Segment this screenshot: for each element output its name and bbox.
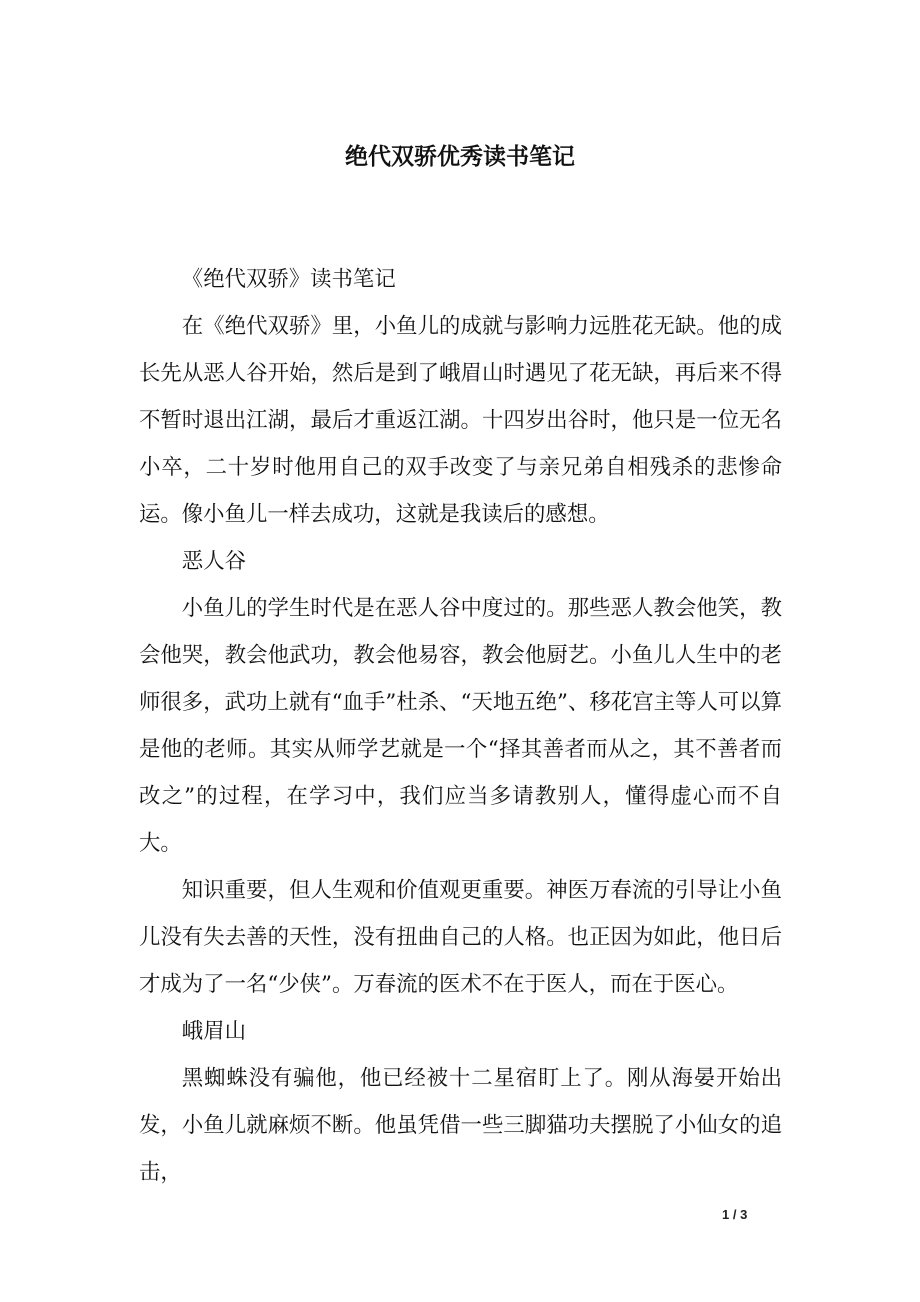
document-title: 绝代双骄优秀读书笔记 [345, 143, 575, 170]
section-heading-emei-mountain: 峨眉山 [181, 1019, 246, 1044]
paragraph-intro: 在《绝代双骄》里，小鱼儿的成就与影响力远胜花无缺。他的成长先从恶人谷开始，然后是到了峨眉山时遇见了花无缺，再后来不得不暂时退出江湖，最后才重返江湖。十四岁出谷时，他只是一位无名小卒，二十岁时他用自己的双手改变了与亲兄弟自相残杀的悲惨命运。像小鱼儿一样去成功，这就是我读后的感想。 [139, 314, 782, 527]
paragraph-values: 知识重要，但人生观和价值观更重要。神医万春流的引导让小鱼儿没有失去善的天性，没有扭曲自己的人格。也正因为如此，他日后才成为了一名“少侠”。万春流的医术不在于医人，而在于医心。 [139, 878, 782, 997]
paragraph-heading-notes: 《绝代双骄》读书笔记 [181, 267, 396, 292]
page-number: 1 / 3 [722, 1207, 748, 1222]
paragraph-teachers: 小鱼儿的学生时代是在恶人谷中度过的。那些恶人教会他笑，教会他哭，教会他武功，教会他易容，教会他厨艺。小鱼儿人生中的老师很多，武功上就有“血手”杜杀、“天地五绝”、移花宫主等人可以算是他的老师。其实从师学艺就是一个“择其善者而从之，其不善者而改之”的过程，在学习中，我们应当多请教别人，懂得虚心而不自大。 [139, 596, 782, 856]
section-heading-eren-valley: 恶人谷 [181, 549, 246, 574]
paragraph-black-spider: 黑蜘蛛没有骗他，他已经被十二星宿盯上了。刚从海晏开始出发，小鱼儿就麻烦不断。他虽凭借一些三脚猫功夫摆脱了小仙女的追击， [139, 1066, 782, 1185]
document-body [139, 256, 782, 1196]
